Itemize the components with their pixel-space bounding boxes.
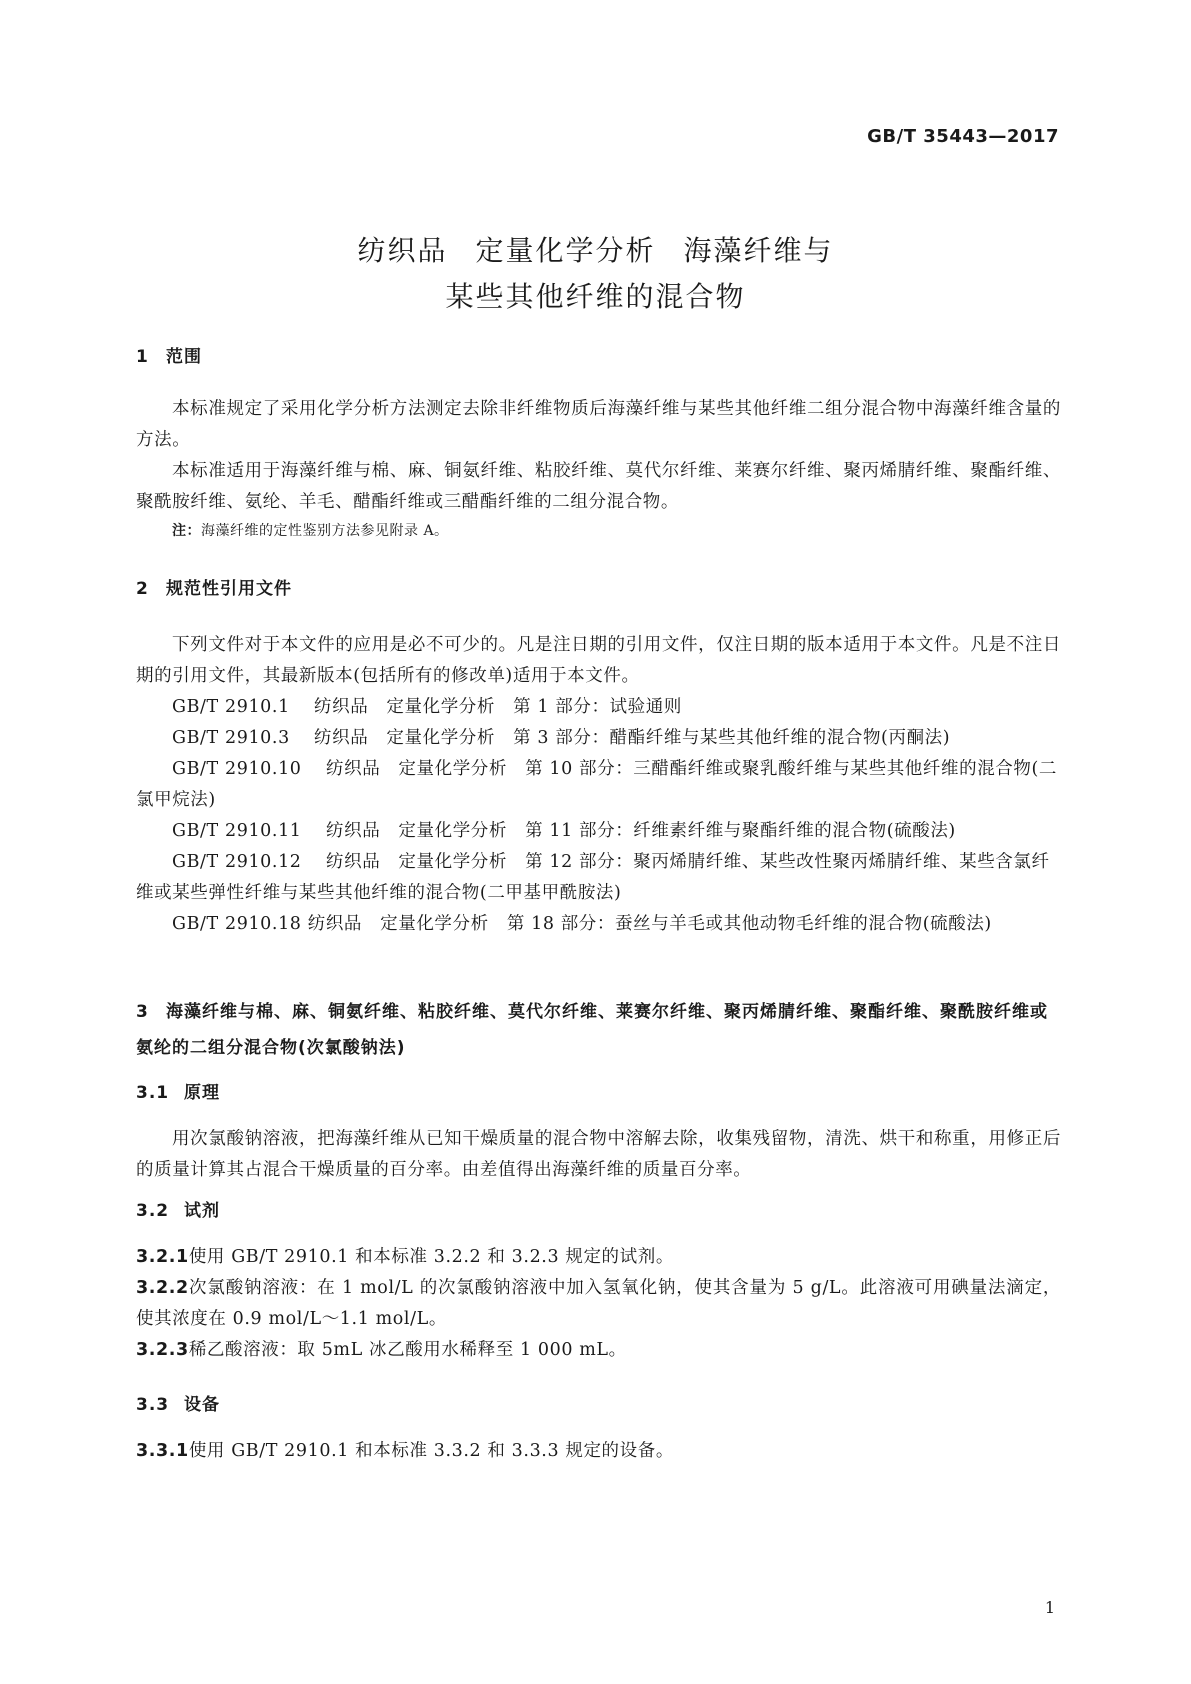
note-label: 注： <box>172 523 201 539</box>
clause-3-2-2 <box>136 1273 1061 1335</box>
scope-paragraph-2 <box>136 456 1061 518</box>
reference-code: GB/T 2910.12 <box>172 852 302 872</box>
clause-text: 使用 GB/T 2910.1 和本标准 3.2.2 和 3.2.3 规定的试剂。 <box>188 1247 674 1267</box>
reference-title: 纺织品 定量化学分析 第 1 部分：试验通则 <box>314 697 682 717</box>
subsection-title: 试剂 <box>184 1201 220 1221</box>
clause-text: 稀乙酸溶液：取 5mL 冰乙酸用水稀释至 1 000 mL。 <box>188 1340 627 1360</box>
subsection-number: 3.2 <box>136 1201 170 1221</box>
section-number: 3 <box>136 1002 149 1022</box>
paragraph-text: 下列文件对于本文件的应用是必不可少的。凡是注日期的引用文件，仅注日期的版本适用于本文件。凡是不注日期的引用文件，其最新版本(包括所有的修改单)适用于本文件。 <box>136 635 1061 686</box>
reference-item <box>136 723 1061 754</box>
paragraph-text: 用次氯酸钠溶液，把海藻纤维从已知干燥质量的混合物中溶解去除，收集残留物，清洗、烘干和称重，用修正后的质量计算其占混合干燥质量的百分率。由差值得出海藻纤维的质量百分率。 <box>136 1129 1061 1180</box>
section-2-heading <box>136 574 292 599</box>
subsection-title: 原理 <box>184 1083 220 1103</box>
section-title: 海藻纤维与棉、麻、铜氨纤维、粘胶纤维、莫代尔纤维、莱赛尔纤维、聚丙烯腈纤维、聚酯纤维、聚酰胺纤维或氨纶的二组分混合物(次氯酸钠法) <box>136 1002 1048 1058</box>
subsection-title: 设备 <box>184 1395 220 1415</box>
title-part-3: 海藻纤维与 <box>683 234 834 267</box>
title-part-2: 定量化学分析 <box>475 234 656 267</box>
clause-text: 使用 GB/T 2910.1 和本标准 3.3.2 和 3.3.3 规定的设备。 <box>188 1441 674 1461</box>
references-intro <box>136 630 1061 692</box>
section-3-heading <box>136 994 1061 1066</box>
paragraph-text: 本标准适用于海藻纤维与棉、麻、铜氨纤维、粘胶纤维、莫代尔纤维、莱赛尔纤维、聚丙烯腈纤维、聚酯纤维、聚酰胺纤维、氨纶、羊毛、醋酯纤维或三醋酯纤维的二组分混合物。 <box>136 461 1061 512</box>
document-title <box>0 228 1191 320</box>
reference-title: 纺织品 定量化学分析 第 12 部分：聚丙烯腈纤维、某些改性聚丙烯腈纤维、某些含氯纤维或某些弹性纤维与某些其他纤维的混合物(二甲基甲酰胺法) <box>136 852 1050 903</box>
reference-code: GB/T 2910.3 <box>172 728 290 748</box>
clause-3-2-3 <box>136 1335 1061 1366</box>
scope-note <box>172 520 449 540</box>
subsection-number: 3.3 <box>136 1395 170 1415</box>
reference-title: 纺织品 定量化学分析 第 3 部分：醋酯纤维与某些其他纤维的混合物(丙酮法) <box>314 728 951 748</box>
reference-item <box>136 816 1061 847</box>
reference-code: GB/T 2910.11 <box>172 821 302 841</box>
subsection-3-3-heading <box>136 1390 220 1415</box>
paragraph-text: 本标准规定了采用化学分析方法测定去除非纤维物质后海藻纤维与某些其他纤维二组分混合物中海藻纤维含量的方法。 <box>136 399 1061 450</box>
clause-number: 3.2.3 <box>136 1340 189 1360</box>
section-title: 规范性引用文件 <box>166 579 292 599</box>
reference-code: GB/T 2910.18 <box>172 914 302 934</box>
clause-text: 次氯酸钠溶液：在 1 mol/L 的次氯酸钠溶液中加入氢氧化钠，使其含量为 5 g/L。此溶液可用碘量法滴定，使其浓度在 0.9 mol/L～1.1 mol/L。 <box>136 1278 1061 1329</box>
standard-number: GB/T 35443—2017 <box>867 126 1059 147</box>
section-number: 1 <box>136 347 149 367</box>
clause-number: 3.2.1 <box>136 1247 189 1267</box>
reference-item <box>136 754 1061 816</box>
clause-number: 3.3.1 <box>136 1441 189 1461</box>
subsection-number: 3.1 <box>136 1083 170 1103</box>
reference-item <box>136 847 1061 909</box>
reference-title: 纺织品 定量化学分析 第 10 部分：三醋酯纤维或聚乳酸纤维与某些其他纤维的混合物(二氯甲烷法) <box>136 759 1058 810</box>
reference-item <box>136 692 1061 723</box>
clause-3-2-1 <box>136 1242 1061 1273</box>
reference-title: 纺织品 定量化学分析 第 11 部分：纤维素纤维与聚酯纤维的混合物(硫酸法) <box>326 821 956 841</box>
subsection-3-1-heading <box>136 1078 220 1103</box>
reference-item <box>136 909 1061 940</box>
title-part-1: 纺织品 <box>357 234 448 267</box>
subsection-3-2-heading <box>136 1196 220 1221</box>
page-number: 1 <box>1044 1598 1055 1617</box>
clause-3-3-1 <box>136 1436 1061 1467</box>
title-line-1 <box>0 228 1191 274</box>
reference-code: GB/T 2910.10 <box>172 759 302 779</box>
clause-number: 3.2.2 <box>136 1278 189 1298</box>
note-text: 海藻纤维的定性鉴别方法参见附录 A。 <box>201 523 449 539</box>
title-line-2: 某些其他纤维的混合物 <box>445 280 746 313</box>
section-number: 2 <box>136 579 149 599</box>
section-1-heading <box>136 342 202 367</box>
reference-title: 纺织品 定量化学分析 第 18 部分：蚕丝与羊毛或其他动物毛纤维的混合物(硫酸法) <box>307 914 992 934</box>
reference-code: GB/T 2910.1 <box>172 697 290 717</box>
scope-paragraph-1 <box>136 394 1061 456</box>
section-title: 范围 <box>166 347 202 367</box>
principle-paragraph <box>136 1124 1061 1186</box>
